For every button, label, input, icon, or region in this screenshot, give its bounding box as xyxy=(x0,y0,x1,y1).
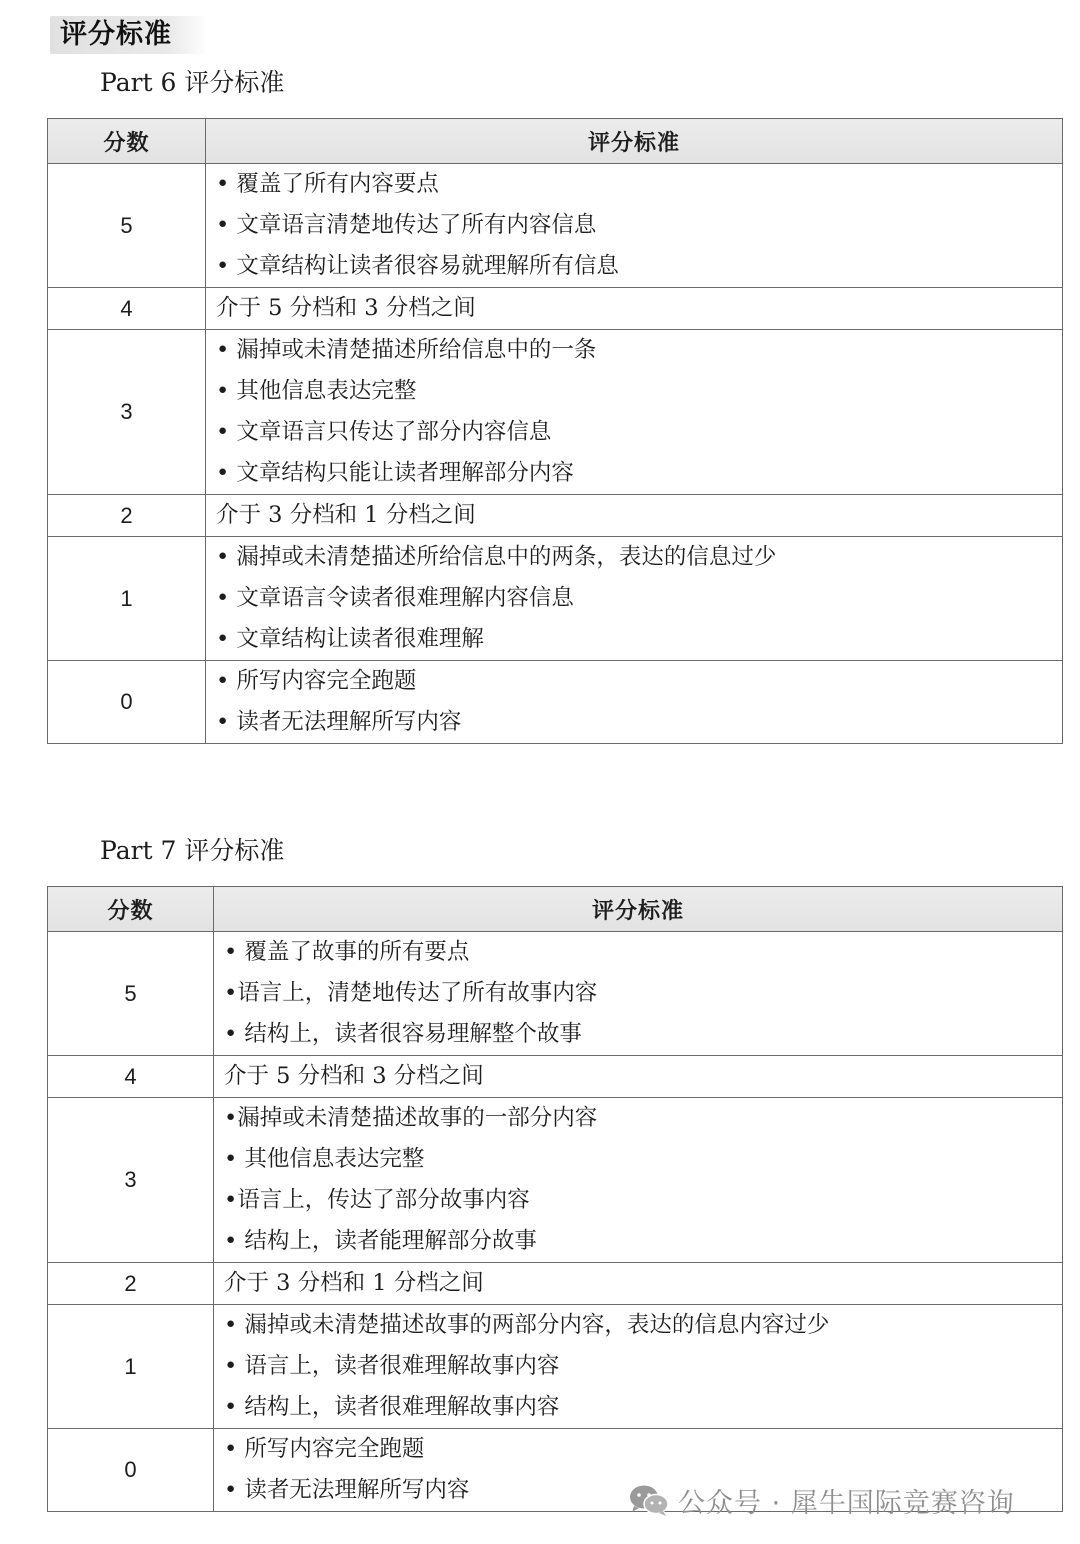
score-cell: 3 xyxy=(48,1098,214,1263)
table-row xyxy=(48,932,1063,1056)
criteria-line: • 结构上，读者很难理解故事内容 xyxy=(224,1394,560,1420)
score-cell: 2 xyxy=(48,1263,214,1305)
criteria-line: • 漏掉或未清楚描述所给信息中的一条 xyxy=(216,337,597,363)
part6-title: Part 6 评分标准 xyxy=(100,68,285,97)
table-row xyxy=(48,1098,1063,1263)
criteria-cell xyxy=(206,661,1063,744)
score-cell: 1 xyxy=(48,1305,214,1429)
criteria-line: • 其他信息表达完整 xyxy=(216,378,417,404)
table-row xyxy=(48,495,1063,537)
criteria-line: • 结构上，读者能理解部分故事 xyxy=(224,1228,537,1254)
score-cell: 4 xyxy=(48,288,206,330)
criteria-line: 介于 5 分档和 3 分档之间 xyxy=(224,1063,484,1089)
criteria-line: • 文章结构让读者很难理解 xyxy=(216,626,484,652)
criteria-line: • 其他信息表达完整 xyxy=(224,1146,425,1172)
page-heading: 评分标准 xyxy=(60,19,172,50)
table-header-row xyxy=(48,887,1063,932)
score-header: 分数 xyxy=(48,119,206,164)
score-cell: 4 xyxy=(48,1056,214,1098)
score-cell: 3 xyxy=(48,330,206,495)
criteria-line: •语言上，清楚地传达了所有故事内容 xyxy=(224,980,598,1006)
criteria-line: • 读者无法理解所写内容 xyxy=(224,1477,470,1503)
part6-rubric-table xyxy=(47,118,1063,744)
score-cell: 0 xyxy=(48,661,206,744)
watermark xyxy=(628,1480,1015,1520)
score-header: 分数 xyxy=(48,887,214,932)
score-cell: 5 xyxy=(48,164,206,288)
watermark-text: 公众号 · 犀牛国际竞赛咨询 xyxy=(678,1487,1015,1519)
criteria-line: 介于 5 分档和 3 分档之间 xyxy=(216,295,476,321)
table-row xyxy=(48,1305,1063,1429)
criteria-line: • 读者无法理解所写内容 xyxy=(216,709,462,735)
criteria-line: • 文章语言只传达了部分内容信息 xyxy=(216,419,552,445)
criteria-header: 评分标准 xyxy=(214,887,1063,932)
table-row xyxy=(48,661,1063,744)
criteria-cell xyxy=(214,1305,1063,1429)
criteria-cell xyxy=(214,932,1063,1056)
criteria-line: 介于 3 分档和 1 分档之间 xyxy=(224,1270,484,1296)
criteria-line: • 文章结构让读者很容易就理解所有信息 xyxy=(216,253,619,279)
table-row xyxy=(48,330,1063,495)
criteria-header: 评分标准 xyxy=(206,119,1063,164)
criteria-cell xyxy=(206,288,1063,330)
table-row xyxy=(48,1056,1063,1098)
criteria-cell xyxy=(206,537,1063,661)
part7-title: Part 7 评分标准 xyxy=(100,836,285,865)
criteria-line: •漏掉或未清楚描述故事的一部分内容 xyxy=(224,1105,598,1131)
criteria-line: • 语言上，读者很难理解故事内容 xyxy=(224,1353,560,1379)
criteria-line: • 覆盖了所有内容要点 xyxy=(216,171,439,197)
criteria-line: • 文章语言令读者很难理解内容信息 xyxy=(216,585,574,611)
table-row xyxy=(48,164,1063,288)
table-row xyxy=(48,537,1063,661)
criteria-cell xyxy=(214,1098,1063,1263)
score-cell: 1 xyxy=(48,537,206,661)
criteria-line: • 所写内容完全跑题 xyxy=(224,1436,425,1462)
criteria-line: • 结构上，读者很容易理解整个故事 xyxy=(224,1021,582,1047)
criteria-line: • 文章结构只能让读者理解部分内容 xyxy=(216,460,574,486)
criteria-cell xyxy=(206,330,1063,495)
criteria-line: •语言上，传达了部分故事内容 xyxy=(224,1187,530,1213)
criteria-line: • 漏掉或未清楚描述故事的两部分内容，表达的信息内容过少 xyxy=(224,1312,830,1338)
criteria-cell xyxy=(206,164,1063,288)
table-header-row xyxy=(48,119,1063,164)
score-cell: 2 xyxy=(48,495,206,537)
score-cell: 5 xyxy=(48,932,214,1056)
wechat-icon xyxy=(628,1483,670,1517)
criteria-cell xyxy=(214,1056,1063,1098)
criteria-line: 介于 3 分档和 1 分档之间 xyxy=(216,502,476,528)
criteria-line: • 文章语言清楚地传达了所有内容信息 xyxy=(216,212,597,238)
part7-rubric-table xyxy=(47,886,1063,1512)
page-heading-box xyxy=(50,16,208,54)
table-row xyxy=(48,1263,1063,1305)
criteria-cell xyxy=(206,495,1063,537)
criteria-line: • 所写内容完全跑题 xyxy=(216,668,417,694)
criteria-line: • 覆盖了故事的所有要点 xyxy=(224,939,470,965)
criteria-cell xyxy=(214,1263,1063,1305)
table-row xyxy=(48,288,1063,330)
score-cell: 0 xyxy=(48,1429,214,1512)
criteria-line: • 漏掉或未清楚描述所给信息中的两条，表达的信息过少 xyxy=(216,544,777,570)
